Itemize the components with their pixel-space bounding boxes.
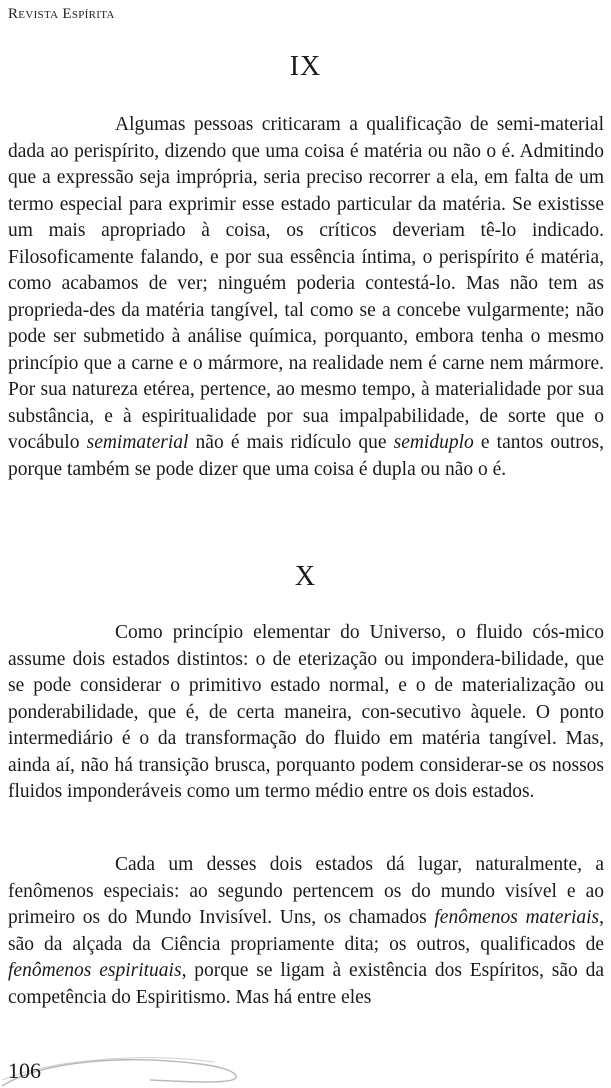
text-run: não é mais ridículo que bbox=[188, 432, 394, 453]
italic-term-fenomenos-espirituais: fenômenos espirituais bbox=[8, 960, 182, 981]
paragraph-x-2 bbox=[8, 852, 604, 1011]
section-heading-ix: IX bbox=[289, 51, 322, 82]
text-run: Cada um desses dois estados dá lugar, naturalmente, a fenômenos especiais: ao segundo pertencem os do mundo visível e ao primeiro os do Mundo Invisível. Uns, os chamados bbox=[8, 854, 604, 928]
section-heading-x: X bbox=[294, 561, 317, 592]
italic-term-semimaterial: semimaterial bbox=[86, 432, 189, 453]
running-head: Revista Espírita bbox=[8, 6, 115, 22]
text-run: Como princípio elementar do Universo, o fluido cós-mico assume dois estados distintos: o de eterização ou impondera-bilidade, que se pode considerar o primitivo estado normal, e o de materialização ou ponderabilidade, que é, de certa maneira, con-secutivo àquele. O ponto intermediário é o da transformação do fluido em matéria tangível. Mas, ainda aí, não há transição brusca, porquanto podem considerar-se os nossos fluidos imponderáveis como um termo médio entre os dois estados. bbox=[8, 622, 604, 802]
italic-term-semiduplo: semiduplo bbox=[393, 432, 474, 453]
paragraph-x-1 bbox=[8, 620, 604, 806]
text-run: , são da alçada da Ciência propriamente dita; os outros, qualificados de bbox=[8, 907, 604, 955]
page-number: 106 bbox=[8, 1058, 41, 1083]
italic-term-fenomenos-materiais: fenômenos materiais bbox=[434, 907, 600, 928]
text-run: e tantos outros, porque também se pode dizer que uma coisa é dupla ou não o é. bbox=[8, 432, 605, 480]
text-run: Algumas pessoas criticaram a qualificação de semi-material dada ao perispírito, dizendo que uma coisa é matéria ou não o é. Admitindo que a expressão seja imprópria, seria preciso recorrer a ela, em falta de um termo especial para exprimir esse estado particular da matéria. Se existisse um mais apropriado à coisa, os críticos deveriam tê-lo indicado. Filosoficamente falando, e por sua essência íntima, o perispírito é matéria, como acabamos de ver; ninguém poderia contestá-lo. Mas não tem as proprieda-des da matéria tangível, tal como se a concebe vulgarmente; não pode ser submetido à análise química, porquanto, embora tenha o mesmo princípio que a carne e o mármore, na realidade nem é carne nem mármore. Por sua natureza etérea, pertence, ao mesmo tempo, à materialidade por sua substância, e à espiritualidade por sua impalpabilidade, de sorte que o vocábulo bbox=[8, 114, 604, 453]
text-run: , porque se ligam à existência dos Espíritos, são da competência do Espiritismo. Mas há entre eles bbox=[8, 960, 604, 1008]
paragraph-ix-1 bbox=[8, 112, 604, 483]
